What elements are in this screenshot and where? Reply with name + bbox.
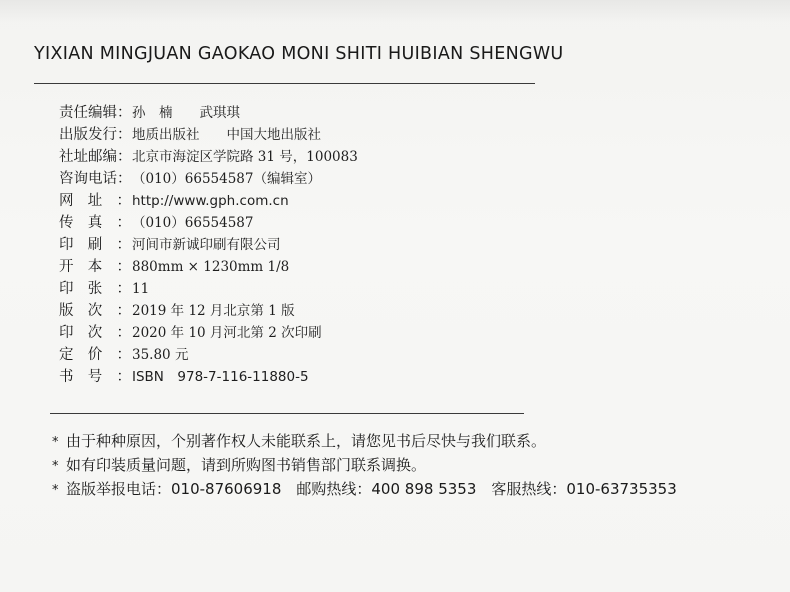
info-label: 出 版 发 行 ： <box>59 127 132 143</box>
info-value: 35.80 元 <box>132 347 189 363</box>
bullet-star-icon: * <box>52 483 59 498</box>
info-label: 印 次 ： <box>59 325 131 341</box>
info-value: 孙 楠 武琪琪 <box>132 105 240 121</box>
info-label: 印 刷 ： <box>59 237 131 253</box>
info-label: 传 真 ： <box>59 215 131 231</box>
bullet-star-icon: * <box>52 435 59 450</box>
info-value: （010）66554587 <box>132 215 254 231</box>
info-label: 开 本 ： <box>59 259 131 275</box>
page-top-shadow <box>0 0 790 22</box>
info-label: 网 址 ： <box>59 193 131 209</box>
notice-text: 如有印装质量问题，请到所购图书销售部门联系调换。 <box>66 456 427 474</box>
notice-quality <box>52 454 426 478</box>
info-label: 版 次 ： <box>59 303 131 319</box>
info-value: （010）66554587（编辑室） <box>132 171 321 187</box>
info-value: 11 <box>132 281 150 297</box>
info-label: 咨 询 电 话 ： <box>59 171 132 187</box>
series-title: YIXIAN MINGJUAN GAOKAO MONI SHITI HUIBIAN SHENGWU <box>34 44 564 64</box>
notice-text: 盗版举报电话：010-87606918 邮购热线：400 898 5353 客服热线：010-63735353 <box>66 480 677 498</box>
notice-copyright <box>52 430 546 454</box>
info-label: 责 任 编 辑 ： <box>59 105 132 121</box>
bullet-star-icon: * <box>52 459 59 474</box>
info-value: 北京市海淀区学院路 31 号，100083 <box>132 149 358 165</box>
info-value: 2020 年 10 月河北第 2 次印刷 <box>132 325 322 341</box>
notice-text: 由于种种原因，个别著作权人未能联系上，请您见书后尽快与我们联系。 <box>66 432 547 450</box>
info-label: 定 价 ： <box>59 347 131 363</box>
website-link: http://www.gph.com.cn <box>132 193 289 209</box>
info-label: 印 张 ： <box>59 281 131 297</box>
info-value: 2019 年 12 月北京第 1 版 <box>132 303 295 319</box>
info-value: 河间市新诚印刷有限公司 <box>132 237 281 253</box>
info-value: 880mm × 1230mm 1/8 <box>132 259 290 275</box>
info-label: 社 址 邮 编 ： <box>59 149 132 165</box>
info-label: 书 号 ： <box>59 369 131 385</box>
notice-hotlines <box>52 478 677 502</box>
top-divider <box>34 83 535 84</box>
bottom-divider <box>50 413 524 414</box>
info-value: 地质出版社 中国大地出版社 <box>132 127 321 143</box>
isbn-value: ISBN 978-7-116-11880-5 <box>132 369 309 385</box>
